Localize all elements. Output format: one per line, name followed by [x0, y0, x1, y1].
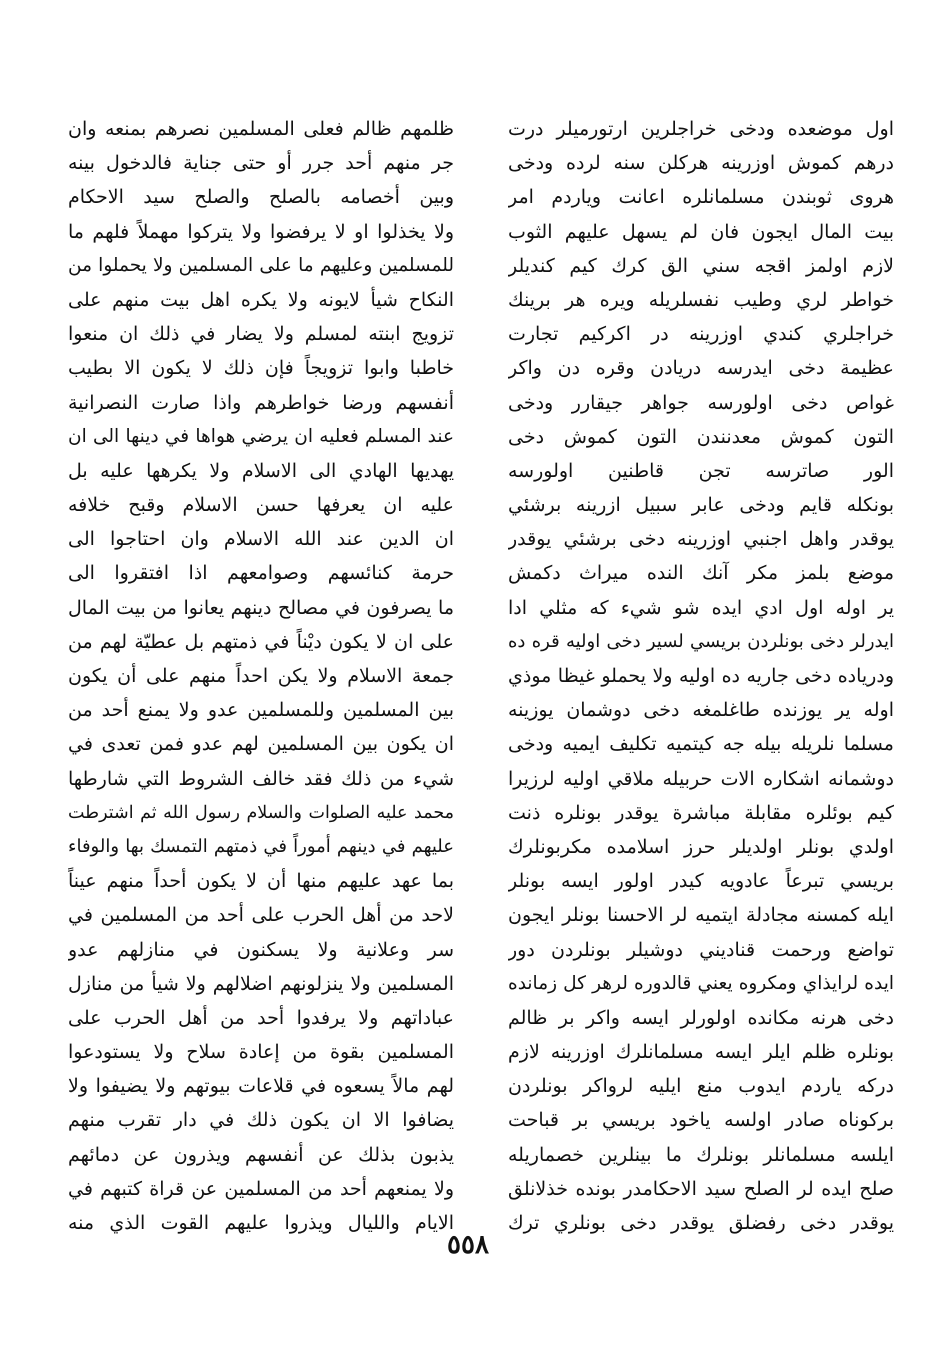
text-line: ايدرلر دخى بونلردن بريسي لسير دخى اوليه قره ده [508, 630, 894, 652]
text-line: ايلسه مسلمانلر بونلرك ما بينلرين خصماريله [508, 1143, 894, 1166]
text-line: المسلمين بقوة من إعادة سلاح ولا يستودعوا [68, 1041, 454, 1064]
text-line: يهديها الهادي الى الاسلام ولا يكرهها عليه بل [68, 459, 454, 482]
text-line: الايام والليال ويذروا عليهم القوت الذي منه [68, 1212, 454, 1234]
text-line: موضع بلمز مكر آنك الندە ميراث دكمش [508, 562, 894, 585]
text-line: درهم کموش اوزرینه هرکلن سنه لرده ودخی [508, 152, 894, 175]
text-line: على ان لا يكون ديْناً في ذمتهم بل عطيّة لهم من [68, 630, 454, 653]
text-line: ان يكون بين المسلمين لهم عدو فمن تعدى في [68, 733, 454, 756]
text-line: يوقدر دخى رفضلق يوقدر دخى بونلري ترك [508, 1212, 894, 1234]
text-line: بما عهد عليهم منها أن لا يكون أحداً منهم عيناً [68, 870, 454, 893]
text-line: يوقدر واهل اجنبي اوزرينه دخى برشئي يوقدر [508, 528, 894, 551]
text-line: غواص دخى اولورسه جواهر جيقارر ودخى [508, 391, 894, 414]
text-line: الور صاترسه تجن قاطنين اولورسه [508, 459, 894, 482]
text-line: جر منهم أحد جرر أو حتى جناية فالدخول بينه [68, 152, 454, 175]
text-line: المسلمين ولا ينزلونهم اضلالهم ولا شيأ من منازل [68, 972, 454, 995]
text-line: يضافوا الا ان يكون ذلك في دار تقرب منهم [68, 1109, 454, 1132]
text-line: خراجلري كندي اوزرينه در اكركيم تجارت [508, 323, 894, 346]
text-line: بیت المال ایجون فان لم یسهل علیهم الثوب [508, 220, 894, 243]
text-line: أنفسهم ورضا خواطرهم واذا صارت النصرانية [68, 391, 454, 414]
text-line: كيم بوئلره مقابلة مباشرة يوقدر بونلره ذنت [508, 801, 894, 824]
text-line: ما يصرفون في مصالح دينهم يعانوا من بيت المال [68, 596, 454, 619]
text-line: مسلما نلريله بيله جه كيتميه تكليف ايميه ودخى [508, 733, 894, 756]
text-line: اولدي بونلر اولديلر حرز اسلامده مكربونلرك [508, 835, 894, 858]
text-line: ير اوله اول ادي ايده شو شيء كه مثلي ادا [508, 596, 894, 619]
text-line: ظلمهم ظالم فعلى المسلمين نصرهم بمنعه وان [68, 118, 454, 140]
text-line: اول موضعده ودخی خراجلرین ارتورمیلر درت [508, 118, 894, 140]
text-line: عليه ان يعرفها حسن الاسلام وقبح خلافه [68, 494, 454, 517]
text-line: دركه ياردم ايدوب منع ايليه لرواكر بونلردن [508, 1075, 894, 1098]
text-line: للمسلمين وعليهم ما على المسلمين ولا يحملوا من [68, 254, 454, 276]
text-line: تزويج ابنته لمسلم ولا يضار في ذلك ان منعوا [68, 323, 454, 346]
text-line: صلح ايده لر الصلح سيد الاحكامدر بونده خذلانلق [508, 1177, 894, 1200]
text-line: لازم اولمز اقجه سني الق كرك كيم كنديلر [508, 254, 894, 277]
text-line: بركوناه صادر اولسه ياخود بريسي بر قباحت [508, 1109, 894, 1132]
text-line: حرمة كنائسهم وصوامعهم اذا افتقروا الى [68, 562, 454, 585]
page-number: ٥٥٨ [447, 1230, 489, 1260]
text-line: خاطبا وابوا تزويجاً فإن ذلك لا يكون الا بطيب [68, 357, 454, 380]
text-line: جمعة الاسلام ولا يكن احداً منهم على أن يكون [68, 665, 454, 687]
ottoman-turkish-column [508, 112, 894, 1240]
text-line: لاحد من أهل الحرب على أحد من المسلمين في [68, 904, 454, 927]
text-line: عظيمة دخى ايدرسه دريادن وقره دن واكر [508, 357, 894, 380]
text-line: خواطر لري وطيب نفسلريله ويره هر برينك [508, 288, 894, 311]
text-line: اوله ير يوزنده طاغلمغه دخى دوشمان يوزينه [508, 699, 894, 722]
text-line: وبين أخصامه بالصلح والصلح سيد الاحكام [68, 186, 454, 209]
text-line: بونكله قايم ودخى عابر سبيل ازرينه برشئي [508, 494, 894, 517]
text-line: محمد عليه الصلوات والسلام رسول الله ثم اشترطت [68, 802, 454, 823]
text-line: دوشمانه اشكاره الات حربيله ملاقي اوليه لرزيرا [508, 767, 894, 790]
text-line: التون كموش معدنندن التون كموش دخى [508, 425, 894, 448]
text-line: النكاح شيأ لايونه ولا يكره اهل بيت منهم على [68, 288, 454, 311]
text-line: بين المسلمين وللمسلمين عدو ولا يمنع أحد من [68, 699, 454, 722]
text-line: بريسي تبرعاً عادويه كيدر اولور ايسه بونلر [508, 870, 894, 893]
text-line: عند المسلم فعليه ان يرضي هواها في دينها الى ان [68, 425, 454, 447]
text-line: عليهم في دينهم أموراً في ذمتهم التمسك بها والوفاء [68, 835, 454, 857]
text-line: ان الدين عند الله الاسلام وان احتاجوا الى [68, 528, 454, 551]
text-line: ودرياده دخى جاريه ده اوليه ولا يحملو غيظا موذي [508, 665, 894, 687]
text-line: ولا يخذلوا او لا يرفضوا ولا يتركوا مهملاً فلهم ما [68, 220, 454, 243]
text-line: بونلره ظلم ايلر ايسه مسلمانلرك اوزرينه لازم [508, 1041, 894, 1064]
text-line: هروی ثوبندن مسلمانلره اعانت ویاردم امر [508, 186, 894, 209]
text-line: تواضع ورحمت قناديني دوشيلر بونلردن دور [508, 938, 894, 961]
text-line: يذبون بذلك عن أنفسهم ويذرون عن دمائهم [68, 1143, 454, 1166]
arabic-column [68, 112, 454, 1240]
text-line: ايده لرايذاي ومكروه يعني قالدوره لرهر كل زمانده [508, 972, 894, 994]
text-line: دخى هرنه مكانده اولورلر ايسه واكر بر ظالم [508, 1006, 894, 1029]
text-line: ولا يمنعهم أحد من المسلمين عن قراة كتبهم في [68, 1177, 454, 1200]
text-line: لهم مالاً يسعوه في قلاعات بيوتهم ولا يضيفوا ولا [68, 1075, 454, 1098]
text-line: عباداتهم ولا يرفدوا أحد من أهل الحرب على [68, 1006, 454, 1029]
text-line: ايله كمسنه مجادلة ايتميه لر الاحسنا بونلر ايجون [508, 904, 894, 927]
text-line: سر وعلانية ولا يسكنون في منازلهم عدو [68, 938, 454, 961]
text-line: شيء من ذلك فقد خالف الشروط التي شارطها [68, 767, 454, 790]
